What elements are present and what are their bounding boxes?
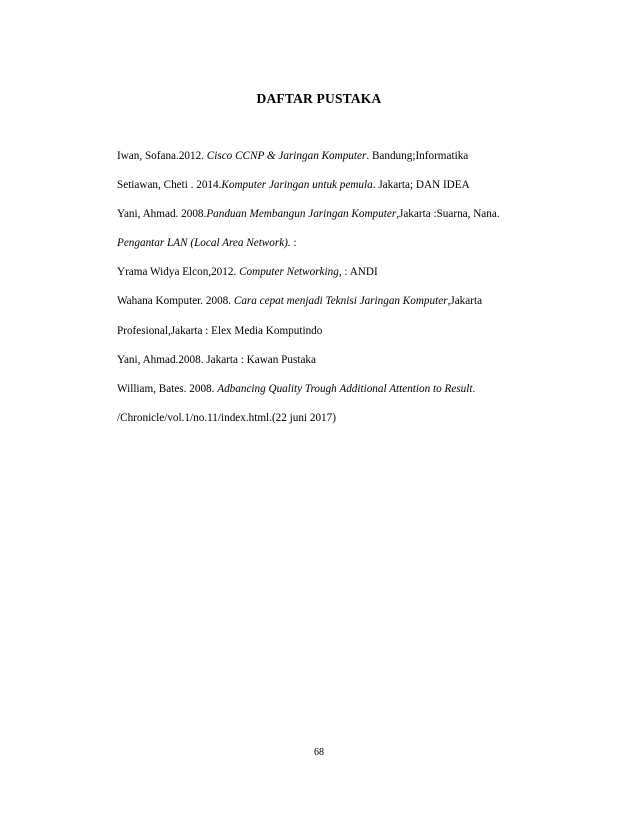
reference-text: Yani, Ahmad. 2008. [117,208,207,221]
reference-title: Computer Networking, [239,266,342,279]
reference-text: . Bandung;Informatika [366,150,469,162]
reference-text: : ANDI [341,266,378,279]
reference-line [117,404,557,433]
reference-title: Komputer Jaringan untuk pemula [221,179,373,192]
reference-text: Iwan, Sofana.2012. [117,150,207,162]
reference-title: Pengantar LAN (Local Area Network). [117,237,291,250]
page-title: DAFTAR PUSTAKA [256,91,382,106]
reference-title: Panduan Membangun Jaringan Komputer [206,208,397,221]
reference-line [117,200,557,229]
reference-title: Adbancing Quality Trough Additional Attention to Result [217,382,473,395]
reference-line [117,171,557,200]
reference-line [117,287,557,316]
reference-line [117,229,557,258]
reference-text: Yrama Widya Elcon,2012. [117,266,240,279]
reference-text: Profesional,Jakarta : Elex Media Komputindo [117,324,323,337]
reference-line [117,142,557,171]
reference-text: . Jakarta; DAN IDEA [372,179,470,192]
reference-line [117,317,557,346]
reference-text: /Chronicle/vol.1/no.11/index.html.(22 juni 2017) [117,411,336,424]
reference-line [117,258,557,287]
reference-line [117,346,557,375]
reference-text: ,Jakarta :Suarna, Nana. [396,208,500,221]
reference-list [117,142,557,433]
reference-text: Wahana Komputer. 2008. [117,295,234,308]
page-number: 68 [314,747,324,758]
reference-text: William, Bates. 2008. [117,382,218,395]
reference-title: Cara cepat menjadi Teknisi Jaringan Komputer [233,295,448,308]
reference-title: Cisco CCNP & Jaringan Komputer [206,150,367,162]
reference-text: : [290,237,297,250]
reference-text: ,Jakarta [447,295,483,308]
reference-text: Yani, Ahmad.2008. Jakarta : Kawan Pustaka [117,353,316,366]
reference-text: Setiawan, Cheti . 2014. [117,179,222,192]
reference-text: . [472,382,476,395]
reference-line [117,375,557,404]
